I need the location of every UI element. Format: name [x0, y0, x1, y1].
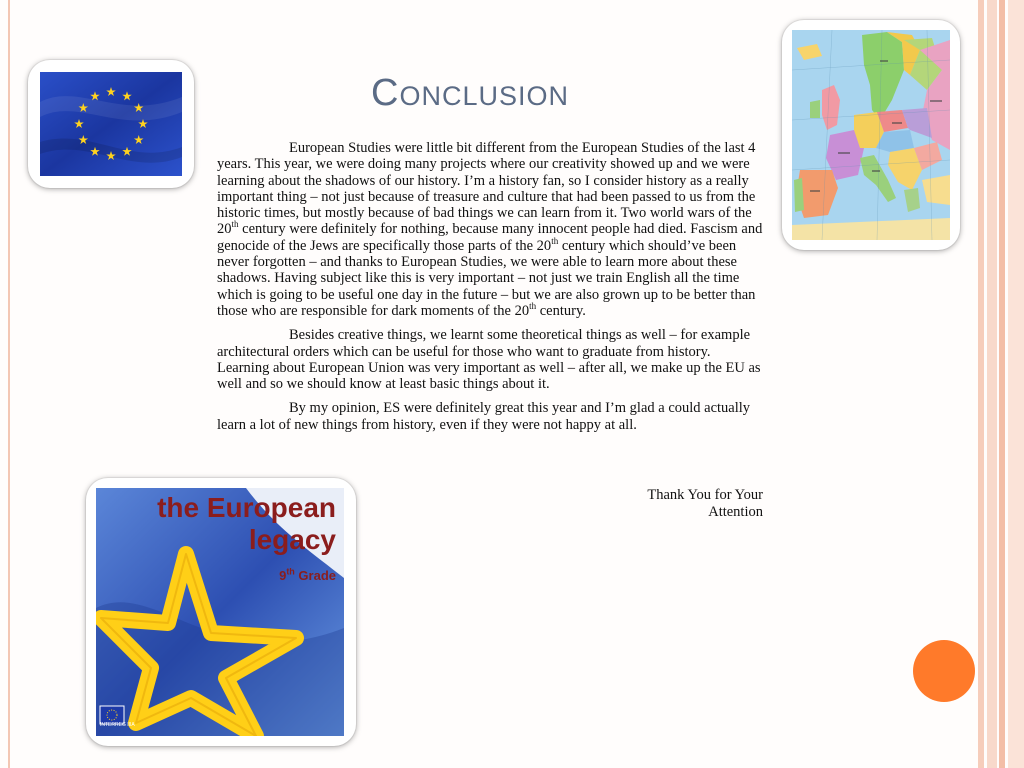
- right-border-stripe: [987, 0, 997, 768]
- european-legacy-poster-frame: [86, 478, 356, 746]
- conclusion-body: [217, 140, 763, 441]
- eu-flag-icon: [40, 72, 182, 176]
- poster-title-line1: the European: [157, 492, 336, 523]
- paragraph-2: Besides creative things, we learnt some theoretical things as well – for example architectural orders which can be useful for those who want to graduate from history. Learning about European Union was very important as well – after all, we make up the EU as well and so we should know at least basic things about it.: [217, 327, 761, 393]
- european-legacy-poster: [96, 488, 344, 736]
- closing-line-2: Attention: [708, 504, 763, 520]
- right-border-stripe: [999, 0, 1005, 768]
- closing-thanks: [560, 487, 763, 521]
- paragraph-1: European Studies were little bit different from the European Studies of the last 4 years. This year, we were doing many projects where our creativity showed up and we were learning about the shadows of our history. I’m a history fan, so I consider history as a really important thing – not just because of treasure and culture that had been passed to us from the historic times, but mostly because of bad things we can learn from it. Two world wars of the 20th century were definitely for nothing, because many innocent people had died. Fascism and genocide of the Jews are specifically those parts of the 20th century which should’ve been never forgotten – and thanks to European Studies, we were able to learn more about these shadows. Having subject like this is very important – not just we train English all the time which is going to be useful one day in the future – but we are also grown up to be better than those who are responsible for dark moments of the 20th century.: [217, 140, 763, 319]
- poster-logo-caption: INTERREG IIIA: [100, 722, 135, 728]
- europe-map-image-frame: [782, 20, 960, 250]
- right-border-stripe: [1008, 0, 1024, 768]
- poster-grade: 9th Grade: [279, 566, 336, 583]
- poster-title-line2: legacy: [248, 524, 336, 555]
- paragraph-3: By my opinion, ES were definitely great this year and I’m glad a could actually learn a lot of new things from history, even if they were not happy at all.: [217, 400, 751, 433]
- right-border-stripe: [978, 0, 984, 768]
- europe-map-icon: [792, 30, 950, 240]
- slide-title: Conclusion: [371, 72, 569, 114]
- eu-flag-image-frame: [28, 60, 194, 188]
- closing-line-1: Thank You for Your: [647, 487, 763, 503]
- decorative-orange-circle: [913, 640, 975, 702]
- left-border-line: [8, 0, 10, 768]
